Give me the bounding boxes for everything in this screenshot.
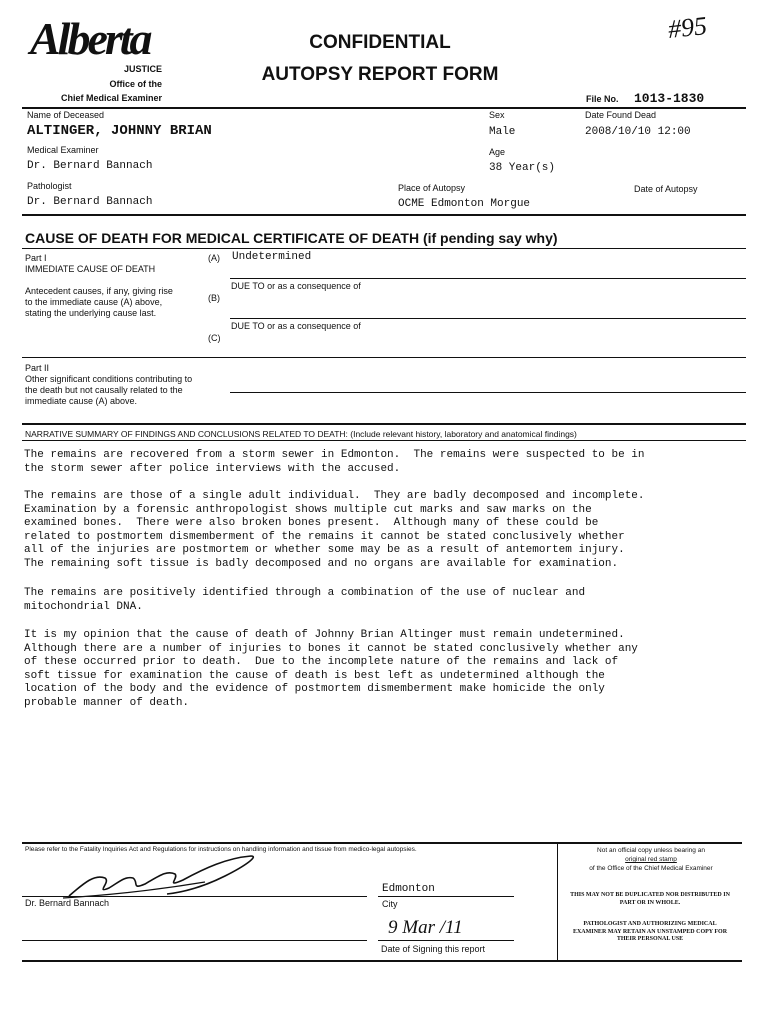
cause-a-value: Undetermined [232, 251, 312, 263]
fields-rule [22, 214, 746, 216]
official-line1: Not an official copy unless bearing an [597, 847, 705, 854]
cause-rule [22, 423, 746, 425]
narrative-paragraph-4: It is my opinion that the cause of death of Johnny Brian Altinger must remain undetermined. Although there are a number of injuries to bones it cannot be stated conclusively whether any of these occurred prior to death. Due to the incomplete nature of the remains and lack of soft tissue for examination the cause of death is best left as undetermined although the location of the body and the evidence of postmortem dismemberment make homicide the only probable manner of death. [24, 629, 638, 709]
antecedent-line2: to the immediate cause (A) above, [25, 297, 163, 307]
examiner-value: Dr. Bernard Bannach [27, 160, 153, 172]
pathologist-label: Pathologist [27, 181, 72, 191]
title-confidential: CONFIDENTIAL [309, 32, 451, 53]
header-rule [22, 107, 746, 109]
sign-date-label: Date of Signing this report [381, 944, 486, 954]
pathologist-value: Dr. Bernard Bannach [27, 196, 153, 208]
deceased-label: Name of Deceased [27, 110, 105, 120]
narrative-paragraph-1: The remains are recovered from a storm sewer in Edmonton. The remains were suspected to be in the storm sewer after police interviews with the accused. [24, 449, 645, 475]
signer-name: Dr. Bernard Bannach [25, 898, 110, 908]
part2-line3: immediate cause (A) above. [25, 396, 138, 406]
place-value: OCME Edmonton Morgue [398, 198, 531, 210]
dept-office: Office of the [109, 79, 162, 89]
title-autopsy-report: AUTOPSY REPORT FORM [261, 64, 499, 85]
deceased-value: ALTINGER, JOHNNY BRIAN [27, 123, 212, 139]
due-to-b: DUE TO or as a consequence of [231, 281, 361, 291]
part2-line1: Other significant conditions contributing to [25, 374, 193, 384]
narrative-heading-rule [22, 440, 746, 441]
cause-b-line [230, 318, 746, 319]
date-found-label: Date Found Dead [585, 110, 657, 120]
footer-bottom-rule [22, 960, 742, 962]
sign-date-line [378, 940, 514, 941]
date-found-value: 2008/10/10 12:00 [585, 126, 691, 138]
part1-rule [22, 357, 746, 358]
signature-line [22, 896, 367, 897]
part2-line2: the death but not causally related to the [25, 385, 183, 395]
city-value: Edmonton [382, 883, 435, 895]
alberta-logo: Alberta [30, 13, 150, 64]
antecedent-line3: stating the underlying cause last. [25, 308, 157, 318]
narrative-heading: NARRATIVE SUMMARY OF FINDINGS AND CONCLUSIONS RELATED TO DEATH: (Include relevant history, laboratory and anatomical findings) [25, 429, 577, 439]
cause-heading: CAUSE OF DEATH FOR MEDICAL CERTIFICATE OF DEATH (if pending say why) [25, 230, 558, 246]
sex-value: Male [489, 126, 516, 138]
blank-line [22, 940, 367, 941]
part2-label: Part II [25, 363, 50, 373]
narrative-paragraph-2: The remains are those of a single adult individual. They are badly decomposed and incomplete. Examination by a forensic anthropologist shows multiple cut marks and saw marks on the examined bones. There were also broken bones present. Although many of these could be related to postmortem dismemberment of the remains it cannot be stated conclusively whether all of the injuries are postmortem or whether some may be as a result of antemortem injury. The remaining soft tissue is badly decomposed and no organs are available for examination. [24, 490, 645, 570]
city-line [378, 896, 514, 897]
marker-b: (B) [208, 293, 220, 303]
dept-cme: Chief Medical Examiner [60, 93, 162, 103]
city-label: City [382, 899, 398, 909]
part1-sub: IMMEDIATE CAUSE OF DEATH [25, 264, 156, 274]
place-label: Place of Autopsy [398, 183, 466, 193]
cause-a-line [230, 278, 746, 279]
antecedent-line1: Antecedent causes, if any, giving rise [25, 286, 173, 296]
signature [55, 852, 275, 902]
footer-divider [557, 843, 558, 961]
date-autopsy-label: Date of Autopsy [634, 184, 698, 194]
part1-label: Part I [25, 253, 47, 263]
file-no-value: 1013-1830 [634, 91, 705, 106]
part2-line [230, 392, 746, 393]
age-label: Age [489, 147, 506, 157]
regulation-note: Please refer to the Fatality Inquiries Act and Regulations for instructions on handling information and tissue from medico-legal autopsies. [25, 846, 417, 853]
handwritten-number: #95 [666, 11, 709, 44]
marker-c: (C) [208, 333, 221, 343]
footer-top-rule [22, 842, 742, 844]
dept-justice: JUSTICE [123, 64, 162, 74]
sex-label: Sex [489, 110, 505, 120]
narrative-paragraph-3: The remains are positively identified through a combination of the use of nuclear and mitochondrial DNA. [24, 587, 586, 613]
cause-heading-rule [22, 248, 746, 249]
examiner-label: Medical Examiner [27, 145, 99, 155]
notice-unstamped-copy: PATHOLOGIST AND AUTHORIZING MEDICAL EXAMINER MAY RETAIN AN UNSTAMPED COPY FOR THEIR PERSONAL USE [572, 921, 728, 942]
official-line3: of the Office of the Chief Medical Examiner [589, 865, 713, 872]
marker-a: (A) [208, 253, 220, 263]
sign-date-value: 9 Mar /11 [388, 917, 463, 938]
file-no-label: File No. [586, 94, 619, 104]
notice-no-duplication: THIS MAY NOT BE DUPLICATED NOR DISTRIBUTED IN PART OR IN WHOLE. [570, 892, 730, 906]
due-to-c: DUE TO or as a consequence of [231, 321, 361, 331]
official-line2: original red stamp [625, 856, 677, 863]
age-value: 38 Year(s) [489, 162, 556, 174]
